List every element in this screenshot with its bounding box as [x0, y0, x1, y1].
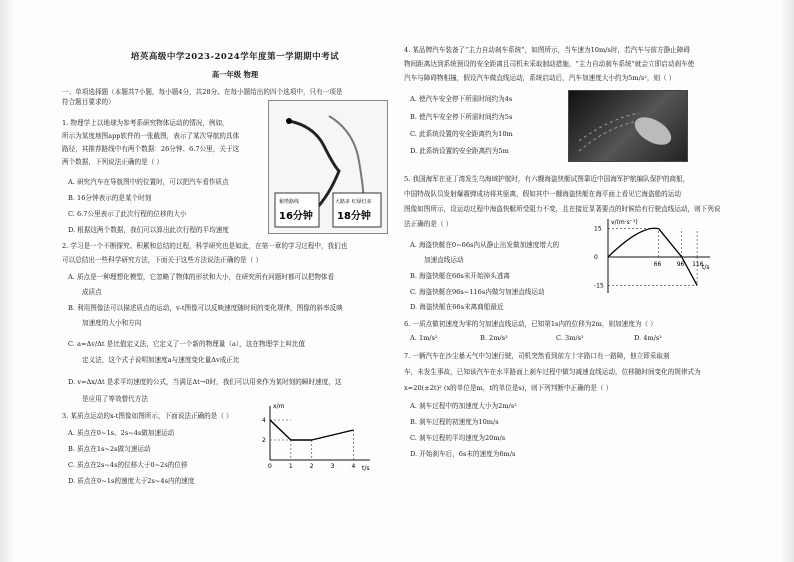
sensor-beam-line-2	[579, 113, 639, 141]
series-segment	[270, 420, 291, 440]
q3-option-b[interactable]: B. 质点在1s~2s做匀速运动	[68, 445, 151, 453]
q7-option-b[interactable]: B. 刹车过程的初速度为10m/s	[410, 418, 499, 426]
v-tick-label: 15	[594, 225, 602, 233]
q5-option-c[interactable]: C. 海盗快艇在96s~116s内做匀加速直线运动	[410, 288, 545, 296]
x-tick-label: 0	[268, 463, 272, 470]
q2-option-a-cont: 成质点	[82, 288, 102, 296]
series-curve-0-66	[608, 228, 659, 257]
navigation-map-figure	[268, 100, 388, 234]
q6-option-d[interactable]: D. 4m/s²	[634, 334, 662, 342]
x-tick-label: 4	[351, 463, 356, 470]
route-time-right: 18分钟	[337, 211, 371, 222]
q4-option-a[interactable]: A. 使汽车安全停下所需时间约为4s	[410, 95, 513, 103]
t-tick-label: 116	[692, 261, 704, 268]
q3-option-a[interactable]: A. 质点在0~1s、2s~4s做加速运动	[68, 429, 175, 437]
q1-stem-line1: 1. 物理学上以地球为参考系研究物体运动的情况，例如，	[62, 119, 229, 127]
q4-option-c[interactable]: C. 此系统设置的安全距离约为10m	[410, 130, 513, 138]
t-axis-label: t/s	[702, 264, 710, 271]
section-heading-cont: 符合题目要求的）	[62, 98, 115, 106]
q6-option-a[interactable]: A. 1m/s²	[410, 334, 438, 342]
q1-option-b[interactable]: B. 16分钟表示的是某个时刻	[68, 194, 152, 202]
q2-option-c[interactable]: C. a=Δv/Δt 是比值定义法，它定义了一个新的物理量（a），这在物理学上叫比值	[68, 340, 306, 348]
start-marker-icon	[286, 118, 292, 124]
scan-edge-left	[0, 0, 14, 562]
t-tick-label: 96	[676, 261, 685, 268]
v-axis-label: v/(m·s⁻¹)	[611, 219, 638, 226]
q4-option-d[interactable]: D. 此系统设置的安全距离约为5m	[410, 147, 509, 155]
v-tick-label: 0	[594, 254, 598, 261]
q5-option-a[interactable]: A. 海盗快艇在0~66s内从静止出发做加速度增大的	[410, 241, 560, 249]
q2-stem-line1: 2. 学习是一个不断探究、积累和总结的过程，科学研究也是如此，在第一章的学习过程中，我们也	[62, 242, 348, 250]
exam-title: 培英高级中学2023-2024学年度第一学期期中考试	[130, 52, 340, 62]
car-photo-svg	[569, 91, 687, 161]
q2-option-c-cont: 定义法，这个式子说明加速度a与速度变化量Δv成正比	[82, 356, 240, 364]
q5-stem-line4: 法正确的是（ ）	[404, 220, 453, 228]
q5-stem-line1: 5. 我国海军在亚丁湾发生乌海域护航时，有六艘海盗快艇试图靠近中国海军护航编队保护的商船，	[404, 175, 690, 183]
q4-stem-line3: 汽车与障碍物相撞，假设汽车做直线运动，系统启动后，汽车加速度大小约为5m/s²，则（ ）	[404, 74, 676, 82]
car-silhouette-icon	[630, 111, 676, 150]
q1-option-a[interactable]: A. 研究汽车在导航图中的位置时，可以把汽车看作质点	[68, 178, 229, 186]
scan-edge-right	[780, 0, 794, 562]
route-label-left: 秘塔路线	[279, 199, 300, 205]
section-heading: 一、单项选择题（本题共7小题，每小题4分，共28分。在每小题给出的四个选项中，只有一项是	[62, 88, 343, 96]
q6-option-b[interactable]: B. 2m/s²	[480, 334, 508, 342]
q2-option-b-cont: 加速度的大小和方向	[82, 319, 142, 327]
route-label-right: 大路多 红绿灯多	[335, 199, 372, 205]
sensor-beam-line	[579, 121, 639, 151]
q2-option-a[interactable]: A. 质点是一种理想化模型，它忽略了物体的形状和大小，在研究所有问题时都可以把物体看	[68, 273, 335, 281]
q2-option-d[interactable]: D. v=Δx/Δt 是求平均速度的公式，当满足Δt→0时，我们可以用来作为某时刻的瞬时速度，这	[68, 378, 342, 386]
v-tick-label: -15	[594, 282, 604, 290]
q4-option-b[interactable]: B. 使汽车安全停下所需时间约为5s	[410, 113, 513, 121]
q4-stem-line2: 物间距离达到系统预设的安全距离且司机未采取制动措施，“主力自动刹车系统”就会立即启动刹车使	[404, 60, 695, 68]
y-tick-label: 2	[262, 437, 266, 444]
q7-stem-line1: 7. 一辆汽车在沙尘暴天气中匀速行驶，司机突然看到前方十字路口有一路障，他立即采取刹	[404, 352, 670, 360]
q7-option-a[interactable]: A. 刹车过程中的加速度大小为2m/s²	[410, 402, 517, 410]
q5-option-d[interactable]: D. 海盗快艇在66s末离商船最近	[410, 303, 504, 311]
q4-stem-line1: 4. 某品牌汽车装备了“主力自动刹车系统”，如图所示，当车速为10m/s时，若汽车与前方静止障碍	[404, 46, 690, 54]
q7-option-c[interactable]: C. 刹车过程的平均速度为20m/s	[410, 434, 506, 442]
x-tick-label: 2	[309, 463, 314, 470]
exam-subtitle: 高一年级 物理	[211, 70, 259, 79]
map-route-svg	[269, 101, 387, 233]
x-axis-label: t/s	[362, 465, 370, 472]
q5-option-a-cont: 加速直线运动	[424, 256, 464, 264]
q1-option-c[interactable]: C. 6.7公里表示了此次行程的位移的大小	[68, 210, 187, 218]
y-tick-label: 4	[262, 417, 266, 424]
series-segment	[312, 430, 354, 440]
car-braking-photo	[568, 90, 688, 162]
t-tick-label: 66	[653, 261, 662, 268]
q3-xt-chart	[256, 402, 376, 472]
q1-stem-line4: 两个数据，下列说法正确的是（ ）	[62, 158, 164, 166]
q5-stem-line2: 中国特战队员发射爆震弹成功将其驱离，假如其中一艘海盗快艇在海平面上看见它海盗船的运动	[404, 190, 681, 198]
q2-option-d-cont: 是应用了等效替代方法	[82, 395, 148, 403]
route-time-left: 16分钟	[279, 211, 313, 222]
q1-stem-line3: 路径，其推荐路线中有两个数据：26分钟、6.7公里，关于这	[62, 145, 240, 153]
q6-option-c[interactable]: C. 3m/s²	[556, 334, 584, 342]
x-tick-label: 1	[288, 463, 293, 470]
q7-stem-line2: 车，未发生事故，已知该汽车在水平路面上刹车过程中做匀减速直线运动，位移随时间变化的规律式为	[404, 368, 701, 376]
x-tick-label: 3	[330, 463, 335, 470]
q3-option-c[interactable]: C. 质点在2s~4s的位移大于0~2s的位移	[68, 461, 188, 469]
y-axis-label: x/m	[273, 403, 285, 410]
q5-stem-line3: 图像如图所示，设运动过程中海盗快艇所受阻力不变，且在接近显著要点的时候给有行驶直线运动，则下列说	[404, 205, 721, 213]
q2-stem-line2: 可以总结出一些科学研究方法，下面关于这些方法说法正确的是（ ）	[62, 256, 262, 264]
q3-stem: 3. 某质点运动的x-t图像如图所示，下面说法正确的是（ ）	[62, 412, 233, 420]
q2-option-b[interactable]: B. 利用图像法可以描述质点的运动，v-t图像可以反映速度随时间的变化规律，图像的斜率反映	[68, 304, 343, 312]
q1-option-d[interactable]: D. 根据这两个数据，我们可以算出此次行程的平均速度	[68, 226, 229, 234]
q6-stem: 6. 一质点做初速度为零的匀加速直线运动，已知第1s内的位移为2m，则加速度为（ ）	[404, 320, 657, 328]
q1-stem-line2: 所示为某度地图app软件的一张截图，表示了某次导航的具体	[62, 132, 240, 140]
q7-option-d[interactable]: D. 开始刹车后，6s末的速度为6m/s	[410, 450, 516, 458]
q7-stem-line3: x=20(±2t)² (x的单位是m，t的单位是s)，则下列判断中正确的是（ ）	[404, 384, 613, 392]
q5-option-b[interactable]: B. 海盗快艇在66s末开始掉头逃离	[410, 272, 510, 280]
q3-option-d[interactable]: D. 质点在0~1s的速度大于2s~4s内的速度	[68, 477, 195, 485]
series-segment-66-96	[659, 229, 682, 257]
q5-vt-chart	[586, 218, 716, 296]
